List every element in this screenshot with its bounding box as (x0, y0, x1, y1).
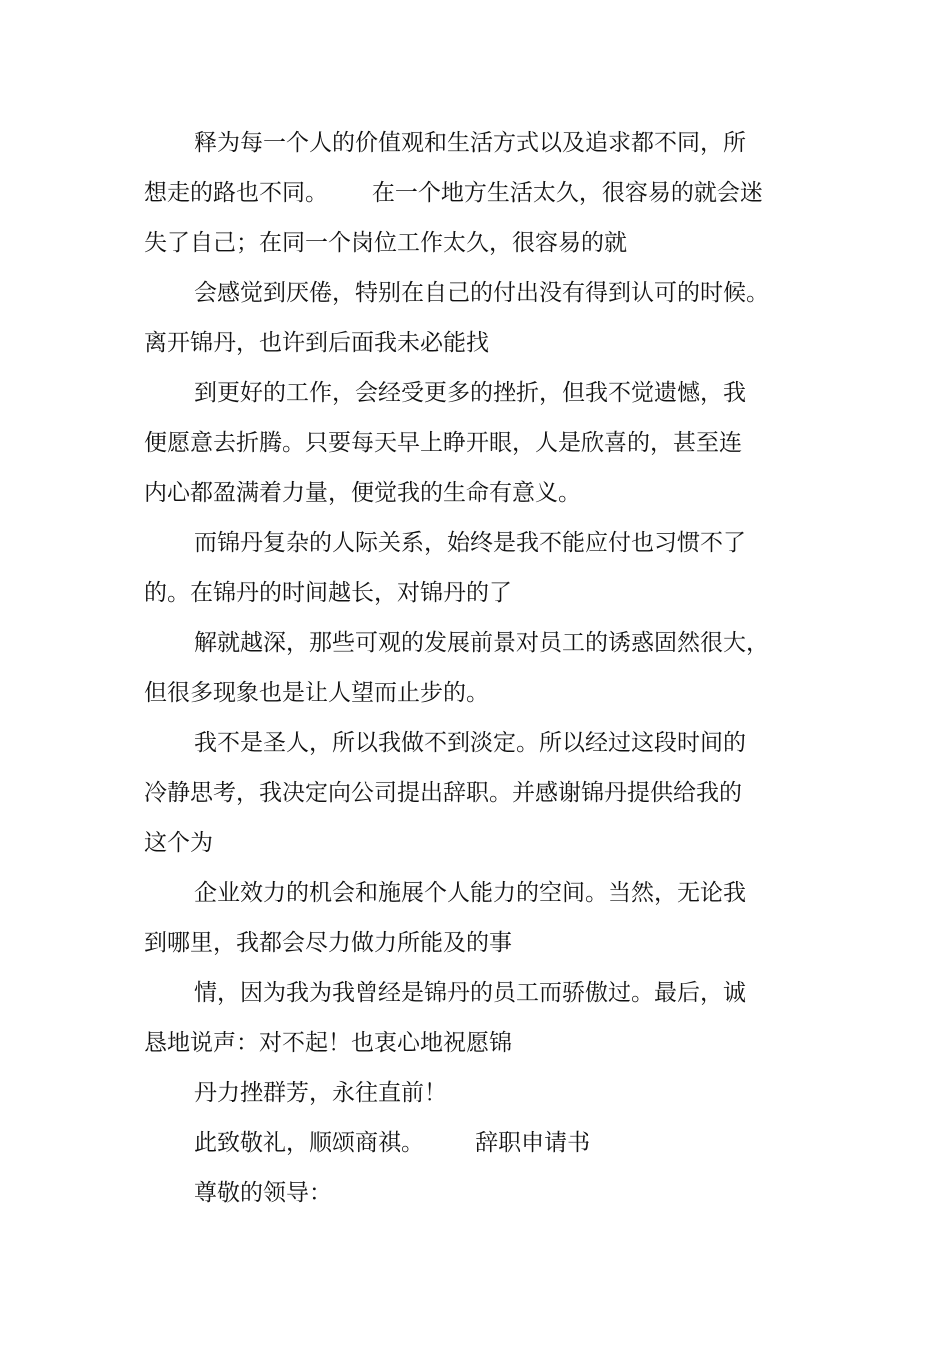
text-line: 企业效力的机会和施展个人能力的空间。当然，无论我 (194, 880, 746, 906)
text-line: 此致敬礼，顺颂商祺。 辞职申请书 (194, 1130, 591, 1156)
text-line: 恳地说声：对不起！也衷心地祝愿锦 (144, 1030, 512, 1056)
text-line: 丹力挫群芳，永往直前！ (194, 1080, 447, 1106)
paragraph-2 (144, 268, 769, 368)
document-body (144, 118, 769, 1218)
text-line: 这个为 (144, 830, 213, 856)
paragraph-4 (144, 518, 756, 618)
paragraph-1 (144, 118, 763, 268)
paragraph-8 (144, 968, 756, 1068)
salutation (144, 1168, 756, 1218)
text-line: 失了自己；在同一个岗位工作太久，很容易的就 (144, 230, 627, 256)
text-line: 离开锦丹，也许到后面我未必能找 (144, 330, 489, 356)
paragraph-9 (144, 1068, 756, 1118)
text-line: 释为每一个人的价值观和生活方式以及追求都不同，所 (194, 130, 746, 156)
paragraph-6 (144, 718, 756, 868)
text-line: 到更好的工作，会经受更多的挫折，但我不觉遗憾，我 (194, 380, 746, 406)
paragraph-5 (144, 618, 769, 718)
text-line: 而锦丹复杂的人际关系，始终是我不能应付也习惯不了 (194, 530, 746, 556)
text-line: 尊敬的领导： (194, 1180, 332, 1206)
text-line: 想走的路也不同。 在一个地方生活太久，很容易的就会迷 (144, 180, 763, 206)
text-line: 解就越深，那些可观的发展前景对员工的诱惑固然很大， (194, 630, 769, 656)
text-line: 的。在锦丹的时间越长，对锦丹的了 (144, 580, 512, 606)
text-line: 但很多现象也是让人望而止步的。 (144, 680, 489, 706)
text-line: 到哪里，我都会尽力做力所能及的事 (144, 930, 512, 956)
paragraph-7 (144, 868, 756, 968)
text-line: 情，因为我为我曾经是锦丹的员工而骄傲过。最后，诚 (194, 980, 746, 1006)
text-line: 内心都盈满着力量，便觉我的生命有意义。 (144, 480, 581, 506)
text-line: 冷静思考，我决定向公司提出辞职。并感谢锦丹提供给我的 (144, 780, 742, 806)
text-line: 会感觉到厌倦，特别在自己的付出没有得到认可的时候。 (194, 280, 769, 306)
paragraph-3 (144, 368, 756, 518)
text-line: 便愿意去折腾。只要每天早上睁开眼，人是欣喜的，甚至连 (144, 430, 742, 456)
text-line: 我不是圣人，所以我做不到淡定。所以经过这段时间的 (194, 730, 746, 756)
closing-and-title (144, 1118, 756, 1168)
